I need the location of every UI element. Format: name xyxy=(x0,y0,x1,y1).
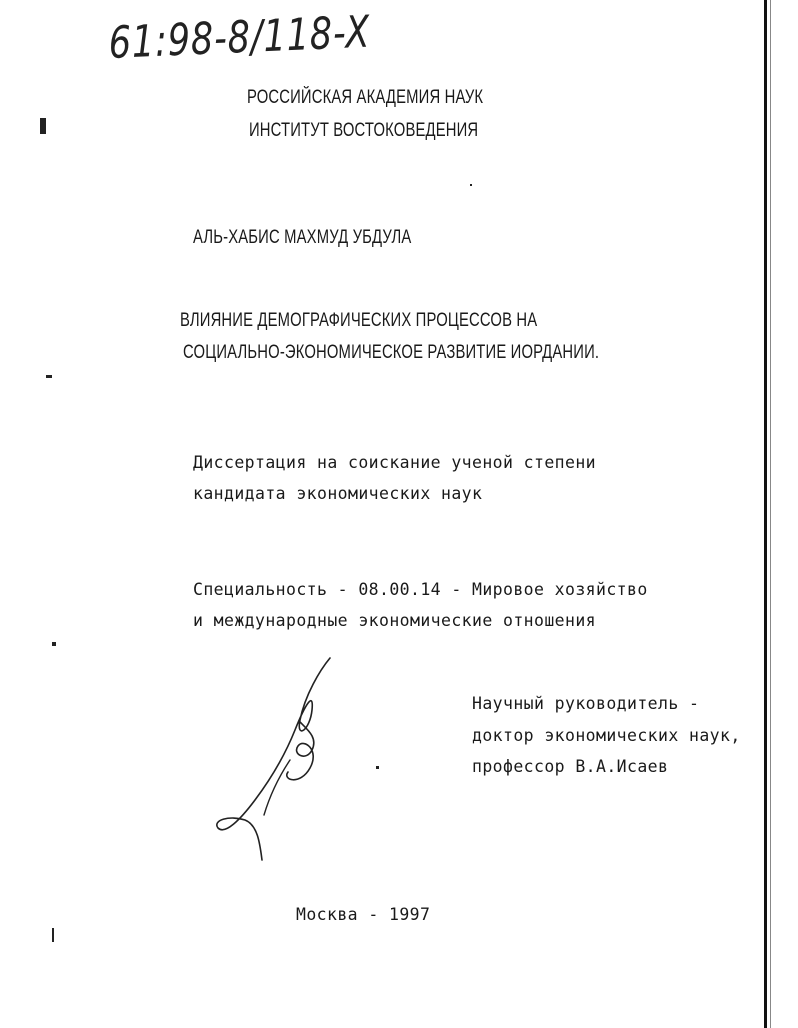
city-year: Москва - 1997 xyxy=(296,905,431,924)
supervisor-line-2: доктор экономических наук, xyxy=(472,726,741,745)
scan-mark xyxy=(52,928,54,942)
specialty-line-1: Специальность - 08.00.14 - Мировое хозяйство xyxy=(193,580,648,599)
supervisor-line-1: Научный руководитель - xyxy=(472,694,700,713)
degree-line-2: кандидата экономических наук xyxy=(193,484,483,503)
author-name: АЛЬ-ХАБИС МАХМУД УБДУЛА xyxy=(193,227,412,248)
supervisor-line-3: профессор В.А.Исаев xyxy=(472,757,669,776)
page-edge-line xyxy=(770,0,771,1028)
institute-name: ИНСТИТУТ ВОСТОКОВЕДЕНИЯ xyxy=(249,120,479,141)
thesis-title-line-2: СОЦИАЛЬНО-ЭКОНОМИЧЕСКОЕ РАЗВИТИЕ ИОРДАНИИ. xyxy=(183,342,600,363)
specialty-line-2: и международные экономические отношения xyxy=(193,611,597,630)
page-edge-line xyxy=(764,0,767,1028)
degree-line-1: Диссертация на соискание ученой степени xyxy=(193,453,597,472)
archive-number-handwritten: 61:98-8/118-X xyxy=(108,6,371,69)
scan-mark xyxy=(470,184,472,186)
handwritten-signature xyxy=(200,650,370,865)
scan-mark xyxy=(40,118,46,134)
scan-mark xyxy=(52,642,56,646)
academy-name: РОССИЙСКАЯ АКАДЕМИЯ НАУК xyxy=(247,87,484,108)
thesis-title-line-1: ВЛИЯНИЕ ДЕМОГРАФИЧЕСКИХ ПРОЦЕССОВ НА xyxy=(180,310,538,331)
scan-mark xyxy=(46,375,52,378)
scan-mark xyxy=(376,766,379,769)
